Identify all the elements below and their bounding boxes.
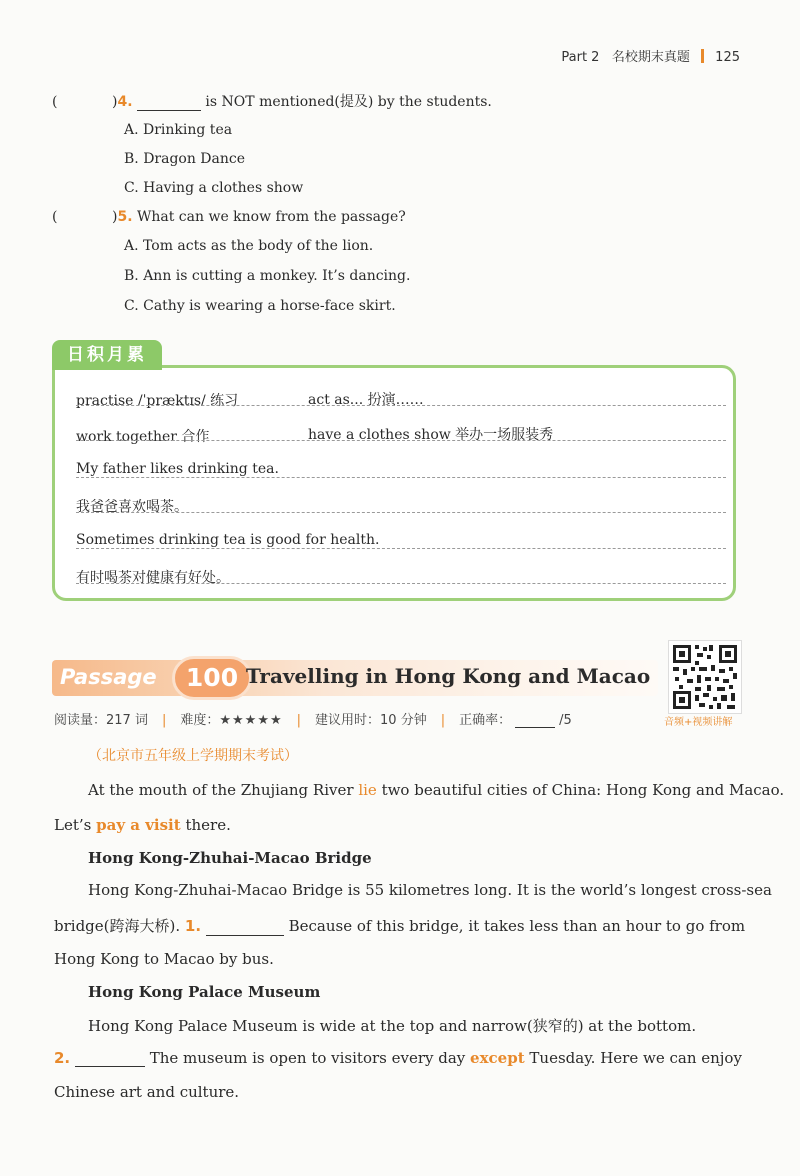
text: Let’s <box>54 816 97 834</box>
paragraph-line <box>54 1049 742 1067</box>
qr-code[interactable] <box>668 640 742 714</box>
option-a: A. Drinking tea <box>124 122 233 138</box>
text: Because of this bridge, it takes less than an hour to go from <box>288 917 746 935</box>
section-heading: Hong Kong Palace Museum <box>88 983 321 1001</box>
difficulty-stars: ★★★★★ <box>219 713 283 728</box>
question-number: 4. <box>117 94 133 110</box>
accuracy-total: /5 <box>559 713 572 728</box>
vocab-sentence: 有时喝茶对健康有好处。 <box>76 570 230 586</box>
question-4 <box>52 91 492 111</box>
option-a: A. Tom acts as the body of the lion. <box>124 238 374 254</box>
text: The museum is open to visitors every day <box>149 1049 471 1067</box>
vocab-sentence: My father likes drinking tea. <box>76 461 279 477</box>
paragraph-line: Chinese art and culture. <box>54 1083 240 1101</box>
passage-banner <box>52 656 658 700</box>
section-label: 名校期末真题 <box>611 50 690 65</box>
question-5 <box>52 209 406 225</box>
qr-caption: 音频+视频讲解 <box>664 717 733 728</box>
answer-paren-close: ) <box>112 94 118 110</box>
passage-title: Travelling in Hong Kong and Macao <box>246 664 651 688</box>
header-divider <box>701 49 704 63</box>
vocab-item: work together 合作 <box>76 429 210 445</box>
vocab-sentence: 我爸爸喜欢喝茶。 <box>76 499 188 515</box>
dashed-divider <box>76 583 726 584</box>
blank-number: 2. <box>54 1049 71 1067</box>
vocab-title: 日积月累 <box>52 340 162 370</box>
dashed-divider <box>76 405 726 406</box>
accuracy-blank[interactable] <box>515 727 555 728</box>
text: Tuesday. Here we can enjoy <box>524 1049 742 1067</box>
question-number: 5. <box>117 209 133 225</box>
answer-paren-open: ( <box>52 209 58 225</box>
blank-number: 1. <box>184 917 202 935</box>
passage-label: Passage <box>60 665 157 689</box>
question-stem: is NOT mentioned(提及) by the students. <box>200 94 492 110</box>
answer-blank[interactable] <box>75 1066 145 1067</box>
difficulty-label: 难度： <box>180 713 220 728</box>
accuracy-label: 正确率： <box>459 713 512 728</box>
highlight-word: lie <box>358 781 377 799</box>
paragraph-line: Hong Kong Palace Museum is wide at the top and narrow(狭窄的) at the bottom. <box>88 1017 697 1035</box>
paragraph-line <box>54 915 745 936</box>
paragraph-line <box>54 816 231 834</box>
vocab-sentence: Sometimes drinking tea is good for health. <box>76 532 380 548</box>
answer-paren-open: ( <box>52 94 58 110</box>
text: there. <box>180 816 231 834</box>
page-header <box>561 46 740 65</box>
answer-blank[interactable] <box>137 110 201 111</box>
option-b: B. Ann is cutting a monkey. It’s dancing. <box>124 268 411 284</box>
text: bridge(跨海大桥). <box>54 917 181 935</box>
vocab-item: act as... 扮演…… <box>308 392 424 408</box>
paragraph-line <box>88 781 784 799</box>
option-c: C. Having a clothes show <box>124 180 304 196</box>
answer-blank[interactable] <box>206 935 284 936</box>
paragraph-line: Hong Kong to Macao by bus. <box>54 950 274 968</box>
word-count: 阅读量：217 词 <box>54 713 148 728</box>
option-b: B. Dragon Dance <box>124 151 246 167</box>
page-number: 125 <box>715 50 740 65</box>
answer-paren-close: ) <box>112 209 118 225</box>
dashed-divider <box>76 477 726 478</box>
highlight-phrase: pay a visit <box>96 816 181 834</box>
passage-meta: 阅读量：217 词 | 难度：★★★★★ | 建议用时：10 分钟 | 正确率： /5 <box>54 713 572 728</box>
dashed-divider <box>76 440 726 441</box>
dashed-divider <box>76 548 726 549</box>
passage-number: 100 <box>172 656 252 700</box>
part-label: Part 2 <box>561 50 600 65</box>
passage-source: （北京市五年级上学期期末考试） <box>88 748 298 764</box>
text: At the mouth of the Zhujiang River <box>88 781 359 799</box>
question-stem: What can we know from the passage? <box>132 209 406 225</box>
dashed-divider <box>76 512 726 513</box>
section-heading: Hong Kong-Zhuhai-Macao Bridge <box>88 849 372 867</box>
paragraph-line: Hong Kong-Zhuhai-Macao Bridge is 55 kilometres long. It is the world’s longest cross-sea <box>88 881 772 899</box>
suggested-time: 建议用时：10 分钟 <box>315 713 427 728</box>
highlight-word: except <box>470 1049 525 1067</box>
vocab-item: practise /ˈpræktɪs/ 练习 <box>76 393 239 409</box>
option-c: C. Cathy is wearing a horse-face skirt. <box>124 298 396 314</box>
text: two beautiful cities of China: Hong Kong and Macao. <box>376 781 785 799</box>
vocab-item: have a clothes show 举办一场服装秀 <box>308 427 554 443</box>
